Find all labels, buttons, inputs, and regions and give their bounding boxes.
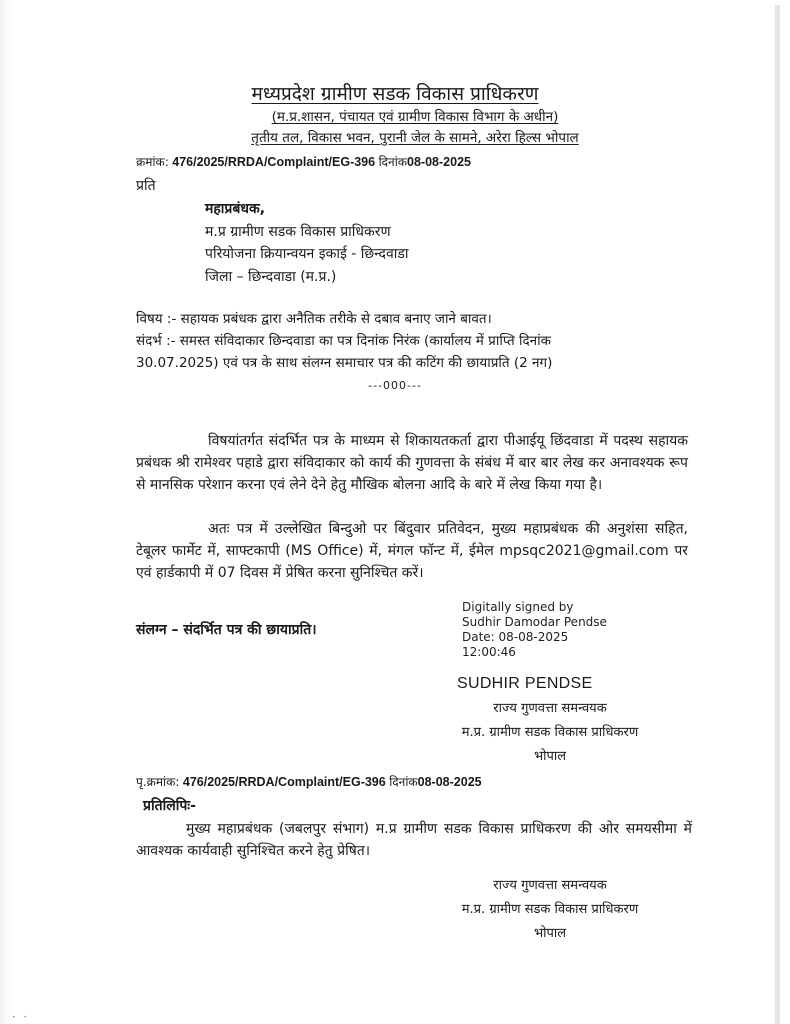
scan-specks: • • [12, 1014, 30, 1021]
scan-edge-left [0, 0, 12, 1024]
digital-signature-line-1: Digitally signed by [462, 600, 574, 614]
reference-line [136, 153, 471, 170]
context-line-1 [136, 331, 551, 349]
copy-reference-date-label: दिनांक [389, 775, 418, 789]
copy-reference-label: पृ.क्रमांक: [136, 775, 180, 789]
separator: ---000--- [368, 379, 422, 392]
footer-designation: राज्य गुणवत्ता समन्वयक [493, 878, 607, 893]
recipient-district: जिला – छिन्दवाडा (म.प्र.) [205, 269, 337, 285]
copy-reference-date: 08-08-2025 [417, 775, 482, 789]
copy-reference-line [136, 773, 482, 790]
digital-signature-time: 12:00:46 [462, 645, 516, 659]
reference-date: 08-08-2025 [407, 155, 471, 169]
digital-signature [462, 600, 607, 660]
context-label: संदर्भ :- [136, 333, 176, 349]
body-paragraph-1: विषयांतर्गत संदर्भित पत्र के माध्यम से शिकायतकर्ता द्वारा पीआईयू छिंदवाडा में पदस्थ सहायक प्रबंधक श्री रामेश्वर पहाडे द्वारा संविदाकार को कार्य की गुणवत्ता के संबंध में बार बार लेख कर अनावश्यक रूप से मानसिक परेशान करना एवं लेने देने हेतु मौखिक बोलना आदि के बारे में लेख किया गया है। [136, 433, 688, 493]
org-address: तृतीय तल, विकास भवन, पुरानी जेल के सामने, अरेरा हिल्स भोपाल [251, 130, 579, 146]
context-text-1: समस्त संविदाकार छिन्दवाडा का पत्र दिनांक निरंक (कार्यालय में प्राप्ति दिनांक [175, 333, 551, 349]
signatory-designation: राज्य गुणवत्ता समन्वयक [493, 701, 607, 716]
copy-heading: प्रतिलिपिः- [143, 798, 196, 814]
signatory-block [430, 697, 670, 769]
context-line-2: 30.07.2025) एवं पत्र के साथ संलग्न समाचार पत्र की कटिंग की छायाप्रति (2 नग) [136, 355, 553, 371]
recipient-org: म.प्र ग्रामीण सडक विकास प्राधिकरण [205, 224, 391, 240]
subject-label: विषय :- [136, 311, 177, 327]
subject-text: सहायक प्रबंधक द्वारा अनैतिक तरीके से दबाव बनाए जाने बावत। [176, 311, 492, 327]
to-prefix: प्रति [136, 178, 156, 194]
recipient-unit: परियोजना क्रियान्वयन इकाई - छिन्दवाडा [205, 246, 409, 262]
body-paragraph-2: अतः पत्र में उल्लेखित बिन्दुओ पर बिंदुवार प्रतिवेदन, मुख्य महाप्रबंधक की अनुशंसा सहित, टेबूलर फार्मेट में, साफ्टकापी (MS Office) में, मंगल फॉन्ट में, ईमेल mpsqc2021@gmail.com पर एवं हार्डकापी में 07 दिवस में प्रेषित करना सुनिश्चित करें। [136, 521, 688, 581]
footer-organization: म.प्र. ग्रामीण सडक विकास प्राधिकरण [461, 902, 639, 917]
signatory-city: भोपाल [533, 749, 567, 764]
scan-edge-right [775, 5, 780, 1024]
reference-number: 476/2025/RRDA/Complaint/EG-396 [168, 155, 379, 169]
footer-city: भोपाल [533, 926, 567, 941]
org-title: मध्यप्रदेश ग्रामीण सडक विकास प्राधिकरण [251, 83, 539, 105]
org-subtitle: (म.प्र.शासन, पंचायत एवं ग्रामीण विकास विभाग के अधीन) [271, 109, 559, 125]
digital-signature-line-2: Sudhir Damodar Pendse [462, 615, 607, 629]
footer-signatory-block [430, 874, 670, 946]
copy-text: मुख्य महाप्रबंधक (जबलपुर संभाग) म.प्र ग्रामीण सडक विकास प्राधिकरण की ओर समयसीमा में आवश्यक कार्यवाही सुनिश्चित करने हेतु प्रेषित। [136, 821, 692, 859]
reference-date-label: दिनांक [378, 155, 408, 169]
enclosure-note: संलग्न – संदर्भित पत्र की छायाप्रति। [136, 622, 317, 638]
reference-label: क्रमांक: [136, 155, 169, 169]
recipient-title: महाप्रबंधक, [205, 201, 266, 217]
signatory-organization: म.प्र. ग्रामीण सडक विकास प्राधिकरण [461, 725, 639, 740]
subject-line [136, 309, 492, 327]
signatory-name: SUDHIR PENDSE [457, 675, 593, 692]
digital-signature-date: Date: 08-08-2025 [462, 630, 569, 644]
copy-reference-number: 476/2025/RRDA/Complaint/EG-396 [179, 775, 390, 789]
